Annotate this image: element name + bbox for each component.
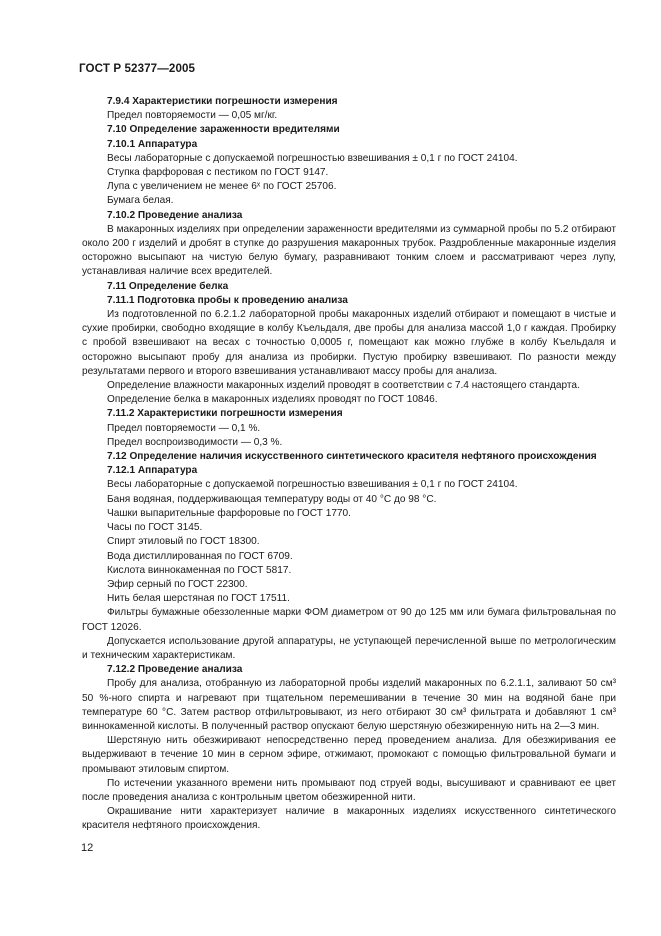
paragraph: Ступка фарфоровая с пестиком по ГОСТ 9147. [107, 167, 329, 179]
section-heading: 7.11 Определение белка [107, 280, 229, 292]
section-heading: 7.12 Определение наличия искусственного синтетического красителя нефтяного происхождения [107, 451, 597, 463]
paragraph: Из подготовленной по 6.2.1.2 лабораторной пробы макаронных изделий отбирают и помещают в чистые и сухие пробирки, свободно входящие в колбу Къельдаля, две пробы для анализа массой 1,0 г каждая. Пробирку с пробой взвешивают на весах с точностью 0,0005 г, помещают как можно глубже в колбу Къельдаля и осторожно высыпают пробу для анализа из пробирки. Пустую пробирку взвешивают. По разности между результатами первого и второго взвешивания устанавливают массу пробы для анализа. [82, 309, 616, 377]
section-heading: 7.9.4 Характеристики погрешности измерения [107, 96, 338, 107]
paragraph: Весы лабораторные с допускаемой погрешностью взвешивания ± 0,1 г по ГОСТ 24104. [107, 479, 518, 491]
paragraph: Эфир серный по ГОСТ 22300. [107, 578, 248, 590]
paragraph: Бумага белая. [107, 195, 174, 207]
page-header: ГОСТ Р 52377—2005 [79, 62, 196, 75]
section-heading: 7.10.1 Аппаратура [107, 138, 198, 150]
section-heading: 7.12.2 Проведение анализа [107, 664, 243, 676]
paragraph: Кислота виннокаменная по ГОСТ 5817. [107, 564, 292, 576]
paragraph: В макаронных изделиях при определении зараженности вредителями из суммарной пробы по 5.2 отбирают около 200 г изделий и дробят в ступке до разрушения макаронных трубок. Раздробленные макаронные изделия осторожно высыпают на чистую белую бумагу, разравнивают тонким слоем и рассматривают через лупу, устанавливая наличие всех вредителей. [82, 223, 616, 278]
paragraph: Шерстяную нить обезжиривают непосредственно перед проведением анализа. Для обезжиривания ее выдерживают в течение 10 мин в серном эфире, отжимают, промокают с помощью фильтровальной бумаги и промывают этиловым спиртом. [82, 735, 616, 775]
paragraph: Чашки выпарительные фарфоровые по ГОСТ 1770. [107, 507, 351, 519]
section-heading: 7.11.1 Подготовка пробы к проведению анализа [107, 294, 348, 306]
paragraph: Предел повторяемости — 0,1 %. [107, 422, 261, 434]
paragraph: Окрашивание нити характеризует наличие в макаронных изделиях искусственного синтетического красителя нефтяного происхождения. [82, 806, 616, 832]
paragraph: По истечении указанного времени нить промывают под струей воды, высушивают и сравнивают ее цвет после проведения анализа с контрольным цветом обезжиренной нити. [82, 777, 616, 803]
section-heading: 7.10.2 Проведение анализа [107, 209, 243, 221]
paragraph: Лупа с увеличением не менее 6ˣ по ГОСТ 25706. [107, 181, 337, 193]
paragraph: Баня водяная, поддерживающая температуру воды от 40 °С до 98 °С. [107, 493, 437, 505]
section-heading: 7.10 Определение зараженности вредителями [107, 124, 340, 136]
paragraph: Часы по ГОСТ 3145. [107, 522, 203, 534]
paragraph: Нить белая шерстяная по ГОСТ 17511. [107, 593, 290, 605]
paragraph: Спирт этиловый по ГОСТ 18300. [107, 536, 260, 548]
section-heading: 7.11.2 Характеристики погрешности измерения [107, 408, 343, 420]
paragraph: Пробу для анализа, отобранную из лабораторной пробы изделий макаронных по 6.2.1.1, заливают 50 см³ 50 %-ного спирта и нагревают при тщательном перемешивании в течение 30 мин на водяной бане при температуре 60 °С. Затем раствор отфильтровывают, из него отбирают 30 см³ фильтрата и добавляют 1 см³ виннокаменной кислоты. В полученный раствор опускают белую шерстяную обезжиренную нить на 2—3 мин. [82, 678, 616, 732]
paragraph: Вода дистиллированная по ГОСТ 6709. [107, 550, 293, 562]
paragraph: Предел воспроизводимости — 0,3 %. [107, 436, 283, 448]
paragraph: Определение белка в макаронных изделиях проводят по ГОСТ 10846. [107, 394, 438, 406]
document-body [82, 95, 616, 834]
paragraph: Предел повторяемости — 0,05 мг/кг. [107, 110, 278, 122]
page-number: 12 [81, 842, 94, 854]
paragraph: Фильтры бумажные обеззоленные марки ФОМ диаметром от 90 до 125 мм или бумага фильтровальная по ГОСТ 12026. [82, 607, 616, 633]
paragraph: Весы лабораторные с допускаемой погрешностью взвешивания ± 0,1 г по ГОСТ 24104. [107, 152, 518, 164]
paragraph: Определение влажности макаронных изделий проводят в соответствии с 7.4 настоящего стандарта. [107, 380, 580, 392]
paragraph: Допускается использование другой аппаратуры, не уступающей перечисленной выше по метрологическим и техническим характеристикам. [82, 635, 616, 661]
section-heading: 7.12.1 Аппаратура [107, 465, 198, 477]
